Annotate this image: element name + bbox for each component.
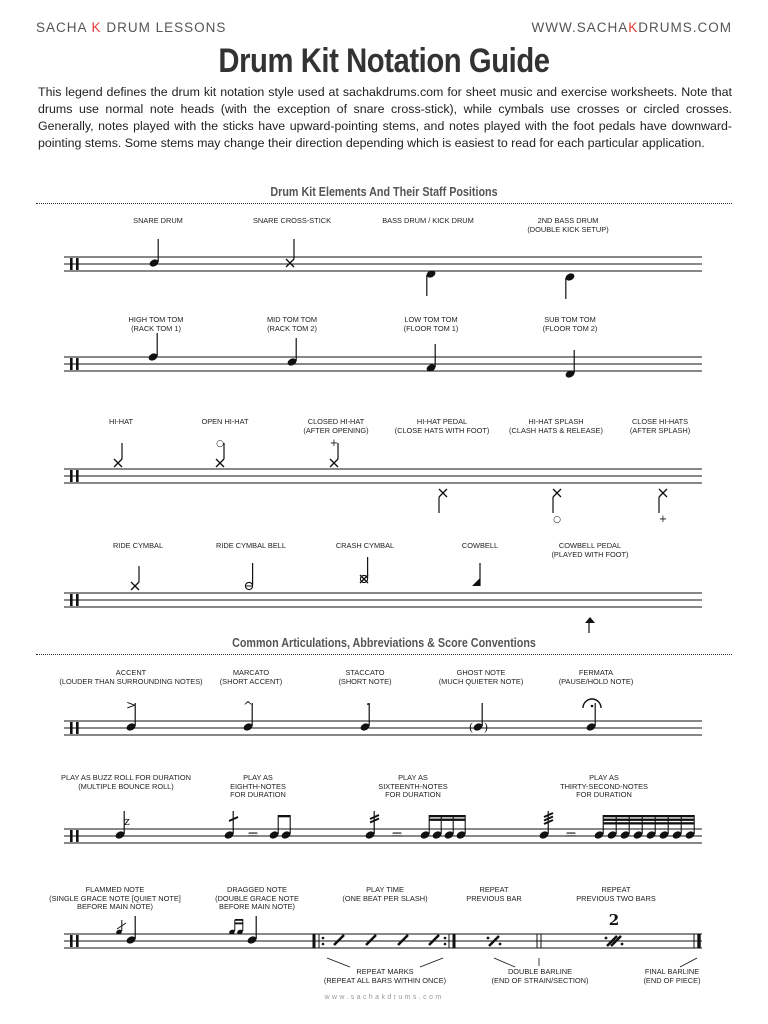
repeat-dot: [322, 937, 325, 940]
label-line: PLAY AS BUZZ ROLL FOR DURATION: [61, 773, 191, 782]
label-line: HIGH TOM TOM: [128, 315, 184, 324]
intro-paragraph: This legend defines the drum kit notation style used at sachakdrums.com for sheet music and exercise worksheets. Note that drums use normal note heads (with the exception of snare cross-stick), while cymbals use crosses or circled crosses. Generally, notes played with the sticks have upward-pointing stems, and notes played with the foot pedals have downward-pointing stems. Some stems may change their direction depending which is easiest to read for each particular application.: [38, 85, 732, 150]
time-slash: [334, 935, 344, 945]
label-line: BEFORE MAIN NOTE): [219, 902, 295, 911]
label-line: (FLOOR TOM 1): [403, 323, 459, 333]
percussion-clef: [76, 722, 79, 734]
label-line: PREVIOUS TWO BARS: [576, 893, 656, 903]
staff: [64, 934, 702, 948]
label-line: (END OF STRAIN/SECTION): [491, 975, 589, 985]
time-slash: [366, 935, 376, 945]
label-line: (RACK TOM 2): [267, 323, 317, 333]
label-line: DRAGGED NOTE: [227, 885, 287, 894]
repeat-dot: [444, 937, 447, 940]
percussion-clef: [70, 935, 73, 947]
label-line: (END OF PIECE): [643, 975, 701, 985]
staff: [64, 257, 702, 271]
cowbell-pedal-note: [585, 617, 595, 623]
label-line: SNARE CROSS-STICK: [252, 216, 332, 225]
label-line: LOW TOM TOM: [404, 315, 458, 324]
label-line: THIRTY-SECOND-NOTES: [560, 781, 648, 791]
section-heading-articulations: Common Articulations, Abbreviations & Score Conventions: [232, 636, 536, 650]
beam: [603, 815, 694, 817]
percussion-clef: [76, 470, 79, 482]
label-line: (FLOOR TOM 2): [542, 323, 598, 333]
label-line: FERMATA: [578, 668, 614, 677]
staff: [64, 357, 702, 371]
label-line: SNARE DRUM: [133, 216, 183, 225]
grace-beam: [235, 919, 243, 921]
label-line: HI-HAT PEDAL: [416, 417, 468, 426]
label-line: (MULTIPLE BOUNCE ROLL): [78, 781, 174, 791]
label-line: SUB TOM TOM: [544, 315, 596, 324]
beam: [278, 815, 290, 817]
label-line: BEFORE MAIN NOTE): [77, 902, 153, 911]
brand-prefix: SACHA: [36, 20, 87, 35]
marcato-mark: ^: [242, 699, 254, 713]
equals-sign: =: [391, 827, 403, 843]
label-line: (ONE BEAT PER SLASH): [342, 893, 428, 903]
closed-symbol: +: [658, 514, 668, 525]
beam: [603, 822, 694, 824]
label-line: CRASH CYMBAL: [335, 541, 395, 550]
percussion-clef: [76, 830, 79, 842]
label-line: (PAUSE/HOLD NOTE): [558, 676, 634, 686]
label-line: COWBELL: [461, 541, 499, 550]
staff: [64, 721, 702, 735]
repeat-dot: [322, 943, 325, 946]
label-line: (AFTER OPENING): [303, 425, 369, 435]
label-line: (SHORT ACCENT): [219, 676, 283, 686]
label-line: (DOUBLE KICK SETUP): [527, 224, 609, 234]
open-symbol: ○: [553, 515, 561, 525]
grace-beam: [235, 923, 243, 925]
label-line: (CLASH HATS & RELEASE): [509, 425, 603, 435]
footer-url: www.sachakdrums.com: [324, 994, 444, 1001]
repeat-count: 2: [608, 911, 620, 929]
label-line: GHOST NOTE: [456, 668, 506, 677]
label-line: PLAY TIME: [366, 885, 404, 894]
label-line: COWBELL PEDAL: [558, 541, 622, 550]
label-line: DOUBLE BARLINE: [507, 967, 573, 976]
label-line: (SHORT NOTE): [338, 676, 392, 686]
label-line: FINAL BARLINE: [644, 967, 700, 976]
label-line: (REPEAT ALL BARS WITHIN ONCE): [323, 975, 447, 985]
label-line: REPEAT: [479, 885, 509, 894]
staccato-mark: ·: [365, 697, 371, 713]
percussion-clef: [70, 722, 73, 734]
site-suffix: DRUMS.COM: [638, 20, 732, 35]
brand-k: K: [91, 20, 102, 35]
label-line: (AFTER SPLASH): [629, 425, 691, 435]
label-line: MARCATO: [232, 668, 270, 677]
label-line: FOR DURATION: [385, 790, 441, 799]
label-line: PLAY AS: [243, 773, 273, 782]
label-line: RIDE CYMBAL: [112, 541, 164, 550]
repeat-dot: [444, 943, 447, 946]
site-k: K: [628, 20, 639, 35]
label-line: (SINGLE GRACE NOTE [QUIET NOTE]: [49, 893, 181, 903]
label-line: REPEAT MARKS: [356, 967, 414, 976]
label-line: (CLOSE HATS WITH FOOT): [394, 425, 490, 435]
repeat-two-dot: [605, 937, 608, 940]
label-line: REPEAT: [601, 885, 631, 894]
label-line: 2ND BASS DRUM: [537, 216, 599, 225]
cowbell-note: [472, 578, 480, 586]
fermata-dot: [591, 705, 594, 708]
label-line: FOR DURATION: [576, 790, 632, 799]
label-line: (PLAYED WITH FOOT): [551, 549, 629, 559]
label-line: (MUCH QUIETER NOTE): [438, 676, 524, 686]
time-slash: [398, 935, 408, 945]
staff: [64, 593, 702, 607]
section-heading-elements: Drum Kit Elements And Their Staff Positions: [270, 185, 498, 199]
label-line: ACCENT: [115, 668, 147, 677]
beam: [429, 819, 465, 821]
label-line: CLOSED HI-HAT: [307, 417, 365, 426]
beam: [603, 819, 694, 821]
label-line: STACCATO: [345, 668, 385, 677]
staff: [64, 829, 702, 843]
staff: [64, 469, 702, 483]
label-line: FLAMMED NOTE: [85, 885, 145, 894]
pointer-line: [494, 958, 515, 967]
percussion-clef: [70, 258, 73, 270]
pointer-line: [327, 958, 350, 967]
percussion-clef: [70, 358, 73, 370]
ghost-paren: ): [483, 721, 489, 734]
label-line: (LOUDER THAN SURROUNDING NOTES): [59, 676, 203, 686]
percussion-clef: [76, 258, 79, 270]
label-line: FOR DURATION: [230, 790, 286, 799]
percussion-clef: [70, 830, 73, 842]
label-line: MID TOM TOM: [267, 315, 317, 324]
percussion-clef: [76, 594, 79, 606]
percussion-clef: [70, 470, 73, 482]
brand-suffix: DRUM LESSONS: [106, 20, 227, 35]
beam: [429, 815, 465, 817]
label-line: (DOUBLE GRACE NOTE: [215, 893, 299, 903]
closed-symbol: +: [329, 438, 339, 449]
percussion-clef: [76, 935, 79, 947]
label-line: HI-HAT: [108, 417, 134, 426]
label-line: CLOSE HI-HATS: [631, 417, 689, 426]
percussion-clef: [70, 594, 73, 606]
label-line: PLAY AS: [398, 773, 428, 782]
label-line: EIGHTH-NOTES: [230, 781, 286, 791]
equals-sign: =: [247, 827, 259, 843]
label-line: PREVIOUS BAR: [466, 893, 522, 903]
buzz-z: z: [124, 815, 130, 828]
label-line: (RACK TOM 1): [131, 323, 181, 333]
open-symbol: ○: [216, 439, 224, 449]
repeat-bar-dot: [487, 937, 490, 940]
label-line: HI-HAT SPLASH: [528, 417, 584, 426]
label-line: PLAY AS: [589, 773, 619, 782]
accent-mark: >: [125, 698, 137, 712]
equals-sign: =: [565, 827, 577, 843]
percussion-clef: [76, 358, 79, 370]
pointer-line: [420, 958, 443, 967]
repeat-bar-dot: [499, 943, 502, 946]
label-line: BASS DRUM / KICK DRUM: [382, 216, 474, 225]
label-line: SIXTEENTH-NOTES: [378, 781, 448, 791]
repeat-two-dot: [621, 943, 624, 946]
label-line: RIDE CYMBAL BELL: [216, 541, 286, 550]
ghost-paren: (: [468, 721, 474, 734]
site-prefix: WWW.SACHA: [531, 20, 629, 35]
page-title: Drum Kit Notation Guide: [218, 42, 550, 80]
pointer-line: [680, 958, 697, 967]
label-line: OPEN HI-HAT: [201, 417, 249, 426]
time-slash: [429, 935, 439, 945]
